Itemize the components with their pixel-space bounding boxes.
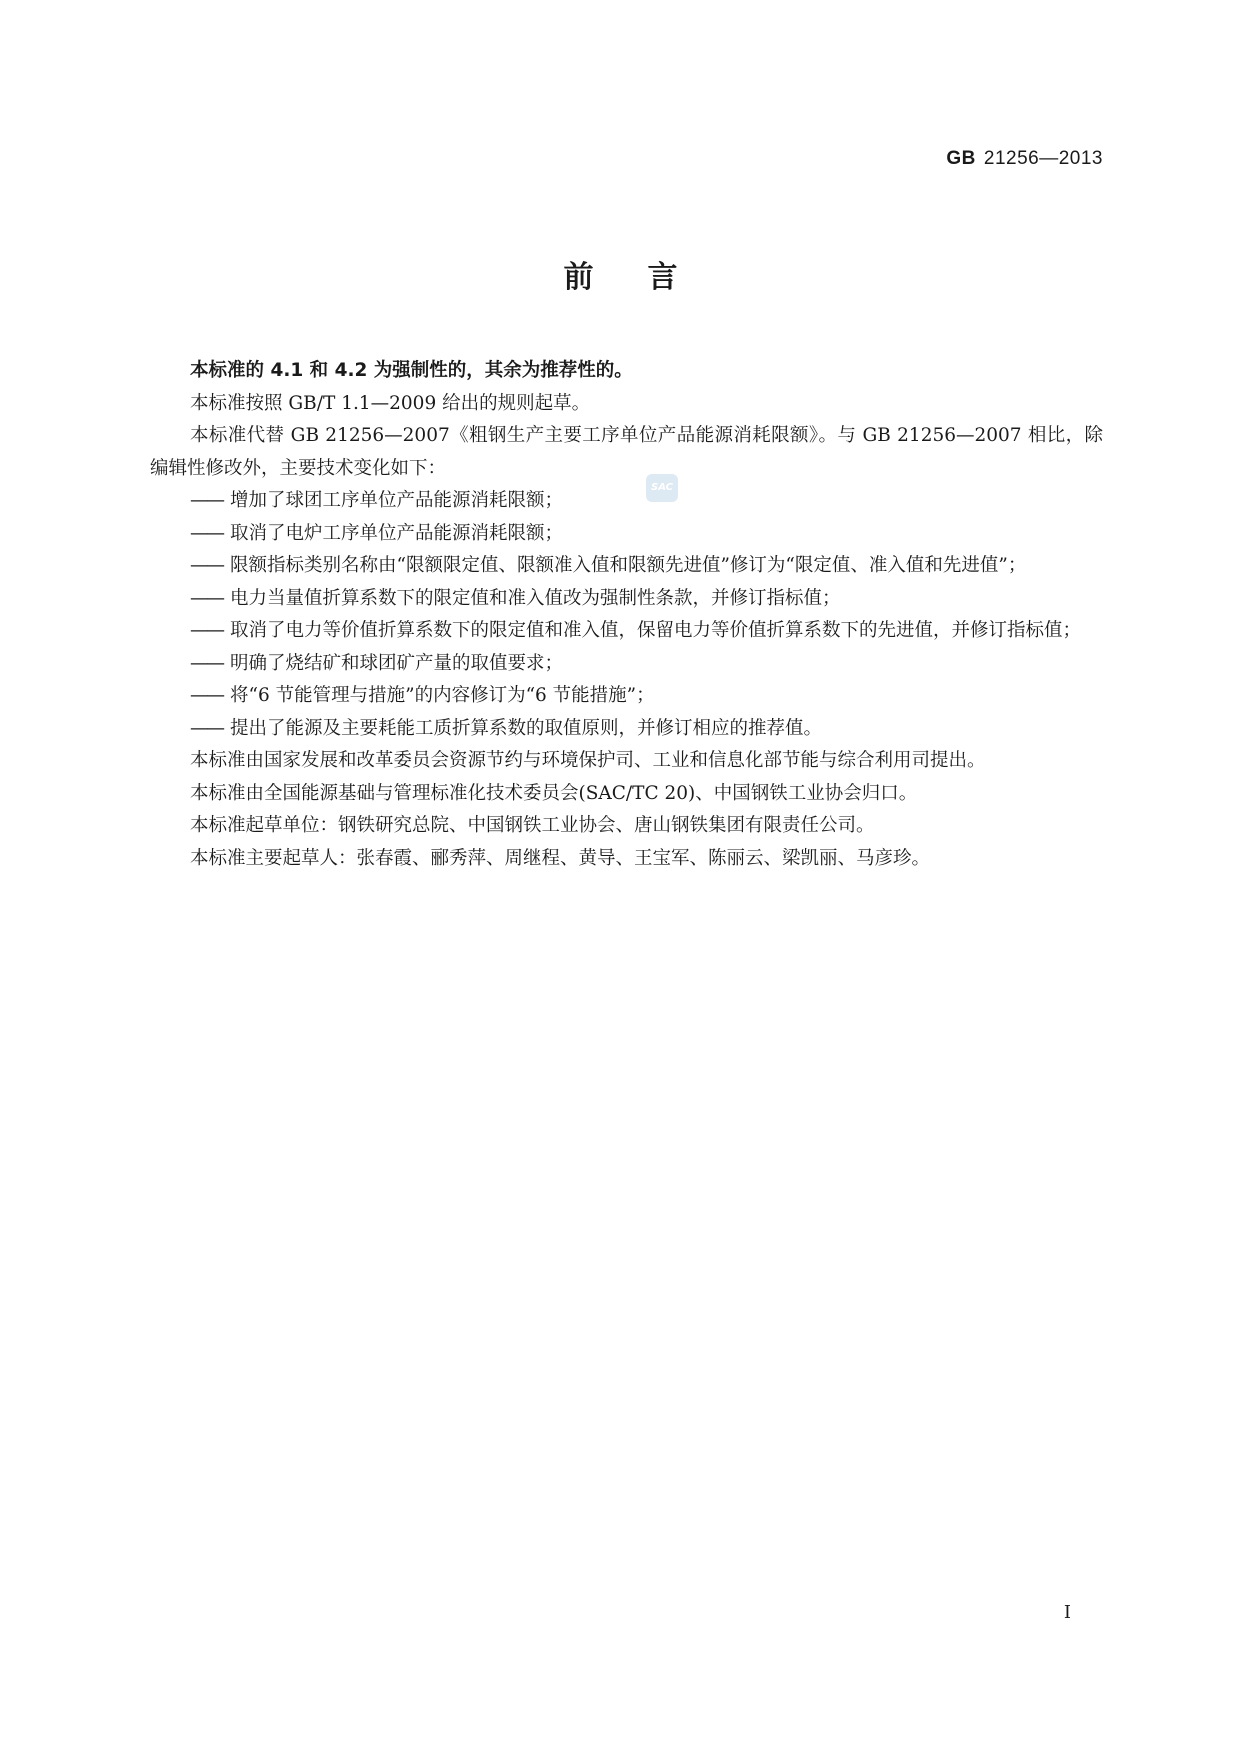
standard-prefix: GB bbox=[946, 148, 976, 169]
replacement-statement: 本标准代替 GB 21256—2007《粗钢生产主要工序单位产品能源消耗限额》。与 GB 21256—2007 相比，除编辑性修改外，主要技术变化如下： bbox=[150, 425, 1103, 479]
drafting-units-statement: 本标准起草单位：钢铁研究总院、中国钢铁工业协会、唐山钢铁集团有限责任公司。 bbox=[190, 815, 875, 836]
page-number: I bbox=[1063, 1602, 1071, 1623]
change-item: —— 限额指标类别名称由“限额限定值、限额准入值和限额先进值”修订为“限定值、准入值和先进值”； bbox=[150, 550, 1103, 583]
foreword-body bbox=[150, 355, 1103, 875]
change-item: —— 增加了球团工序单位产品能源消耗限额； bbox=[150, 485, 1103, 518]
dash-mark: —— bbox=[190, 587, 223, 609]
dash-mark: —— bbox=[190, 685, 223, 706]
change-item: —— 提出了能源及主要耗能工质折算系数的取值原则，并修订相应的推荐值。 bbox=[150, 713, 1103, 746]
change-item: —— 电力当量值折算系数下的限定值和准入值改为强制性条款，并修订指标值； bbox=[150, 583, 1103, 616]
change-item: —— 取消了电力等价值折算系数下的限定值和准入值，保留电力等价值折算系数下的先进值，并修订指标值； bbox=[150, 615, 1103, 648]
mandatory-clause-statement: 本标准的 4.1 和 4.2 为强制性的，其余为推荐性的。 bbox=[190, 360, 633, 381]
dash-mark: —— bbox=[190, 652, 223, 674]
dash-mark: —— bbox=[190, 620, 223, 641]
document-header bbox=[946, 148, 1103, 170]
standard-number: 21256—2013 bbox=[983, 148, 1103, 169]
dash-mark: —— bbox=[190, 717, 223, 739]
change-item: —— 将“6 节能管理与措施”的内容修订为“6 节能措施”； bbox=[150, 680, 1103, 713]
drafting-rule-statement: 本标准按照 GB/T 1.1—2009 给出的规则起草。 bbox=[190, 392, 591, 414]
administrator-statement: 本标准由全国能源基础与管理标准化技术委员会(SAC/TC 20)、中国钢铁工业协会归口。 bbox=[190, 782, 918, 804]
proposer-statement: 本标准由国家发展和改革委员会资源节约与环境保护司、工业和信息化部节能与综合利用司提出。 bbox=[190, 750, 986, 771]
change-item: —— 明确了烧结矿和球团矿产量的取值要求； bbox=[150, 648, 1103, 681]
drafters-statement: 本标准主要起草人：张春霞、郦秀萍、周继程、黄导、王宝军、陈丽云、梁凯丽、马彦珍。 bbox=[190, 847, 931, 869]
page-title: 前言 bbox=[563, 260, 732, 295]
dash-mark: —— bbox=[190, 555, 223, 576]
change-item: —— 取消了电炉工序单位产品能源消耗限额； bbox=[150, 518, 1103, 551]
sac-watermark-logo: SAC bbox=[646, 474, 678, 502]
dash-mark: —— bbox=[190, 522, 223, 544]
dash-mark: —— bbox=[190, 490, 223, 511]
